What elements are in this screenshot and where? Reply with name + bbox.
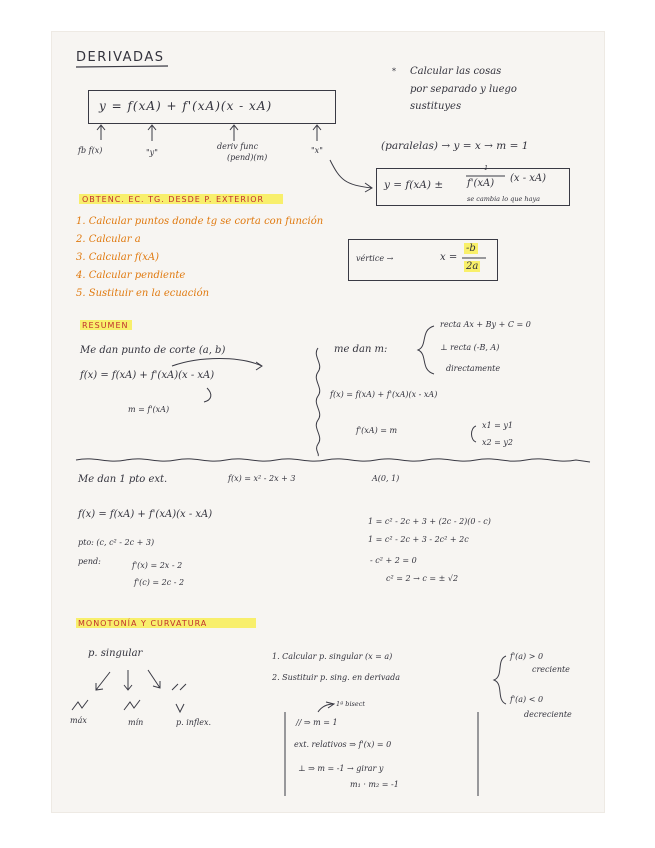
label-pend: (pend)(m) xyxy=(227,153,268,162)
resumen-perp: ⊥ recta (-B, A) xyxy=(440,343,500,352)
ptoext-r1: 1 = c² - 2c + 3 + (2c - 2)(0 - c) xyxy=(368,517,491,526)
mono-step-1: 1. Calcular p. singular (x = a) xyxy=(272,652,393,661)
mono-cond-2: f'(a) < 0 xyxy=(510,695,544,704)
vertice-lhs: x = xyxy=(440,252,458,263)
bisect-line-2: ext. relativos ⇒ f'(x) = 0 xyxy=(294,740,392,749)
psing-label: p. singular xyxy=(88,648,143,659)
label-max: máx xyxy=(70,716,87,725)
obtenc-step-2: 2. Calcular a xyxy=(76,234,141,245)
formula2-lhs: y = f(xA) ± xyxy=(384,179,444,191)
resumen-direct: directamente xyxy=(446,364,501,373)
note-line-3: sustituyes xyxy=(410,101,462,112)
ptoext-point: A(0, 1) xyxy=(372,474,400,483)
note-line-1: Calcular las cosas xyxy=(410,66,502,77)
bisect-label: 1ª bisect xyxy=(336,700,365,708)
mono-cond-2b: decreciente xyxy=(524,710,572,719)
label-min: mín xyxy=(128,718,144,727)
label-deriv: deriv func xyxy=(217,142,259,151)
resumen-sys-2: x2 = y2 xyxy=(482,438,513,447)
vertice-label: vértice → xyxy=(356,254,394,263)
resumen-left-3: m = f'(xA) xyxy=(128,405,170,414)
note-bullet: * xyxy=(392,67,396,76)
formula2-num: 1 xyxy=(484,164,489,172)
ptoext-header: Me dan 1 pto ext. xyxy=(78,474,168,485)
label-pinflex: p. inflex. xyxy=(176,718,212,727)
vertice-den: 2a xyxy=(466,261,479,272)
page-title: DERIVADAS xyxy=(76,50,165,65)
paralelas-line: (paralelas) → y = x → m = 1 xyxy=(381,140,529,152)
ptoext-d1: f'(x) = 2x - 2 xyxy=(132,561,183,570)
label-x: "x" xyxy=(311,146,323,155)
obtenc-step-3: 3. Calcular f(xA) xyxy=(76,252,160,263)
resumen-right-3: f'(xA) = m xyxy=(356,426,398,435)
bisect-line-3: ⊥ ⇒ m = -1 → girar y xyxy=(298,764,384,773)
ptoext-func: f(x) = x² - 2x + 3 xyxy=(228,474,296,483)
resumen-recta: recta Ax + By + C = 0 xyxy=(440,320,531,329)
obtenc-step-4: 4. Calcular pendiente xyxy=(76,270,186,281)
obtenc-step-1: 1. Calcular puntos donde tg se corta con función xyxy=(76,216,324,227)
ptoext-pend: pend: xyxy=(78,557,101,566)
resumen-left-1: Me dan punto de corte (a, b) xyxy=(80,345,226,356)
resumen-title: RESUMEN xyxy=(82,321,129,330)
resumen-sys-1: x1 = y1 xyxy=(482,421,513,430)
resumen-right-2: f(x) = f(xA) + f'(xA)(x - xA) xyxy=(330,390,438,399)
obtenc-title: OBTENC. EC. TG. DESDE P. EXTERIOR xyxy=(82,195,265,204)
resumen-right-1: me dan m: xyxy=(334,344,388,355)
monotonia-title: MONOTONÍA Y CURVATURA xyxy=(78,619,208,628)
bisect-line-1: // ⇒ m = 1 xyxy=(296,718,338,727)
mono-step-2: 2. Sustituir p. sing. en derivada xyxy=(272,673,401,682)
ptoext-line-1: f(x) = f(xA) + f'(xA)(x - xA) xyxy=(78,509,213,520)
label-fx: fb f(x) xyxy=(78,146,103,155)
ptoext-d2: f'(c) = 2c - 2 xyxy=(134,578,185,587)
formula2-den: f'(xA) xyxy=(467,178,495,189)
mono-cond-1b: creciente xyxy=(532,665,570,674)
ptoext-pto: pto: (c, c² - 2c + 3) xyxy=(78,538,155,547)
resumen-left-2: f(x) = f(xA) + f'(xA)(x - xA) xyxy=(80,370,215,381)
bisect-line-4: m₁ · m₂ = -1 xyxy=(350,780,399,789)
ptoext-r3: - c² + 2 = 0 xyxy=(370,556,417,565)
main-formula: y = f(xA) + f'(xA)(x - xA) xyxy=(99,99,273,113)
label-y: "y" xyxy=(146,148,158,157)
mono-cond-1: f'(a) > 0 xyxy=(510,652,544,661)
ptoext-r2: 1 = c² - 2c + 3 - 2c² + 2c xyxy=(368,535,469,544)
formula2-note: se cambia lo que haya xyxy=(467,195,541,203)
vertice-num: -b xyxy=(466,243,476,254)
formula2-tail: (x - xA) xyxy=(510,173,547,184)
obtenc-step-5: 5. Sustituir en la ecuación xyxy=(76,288,210,299)
ptoext-r4: c² = 2 → c = ± √2 xyxy=(386,574,459,583)
note-line-2: por separado y luego xyxy=(410,84,517,95)
